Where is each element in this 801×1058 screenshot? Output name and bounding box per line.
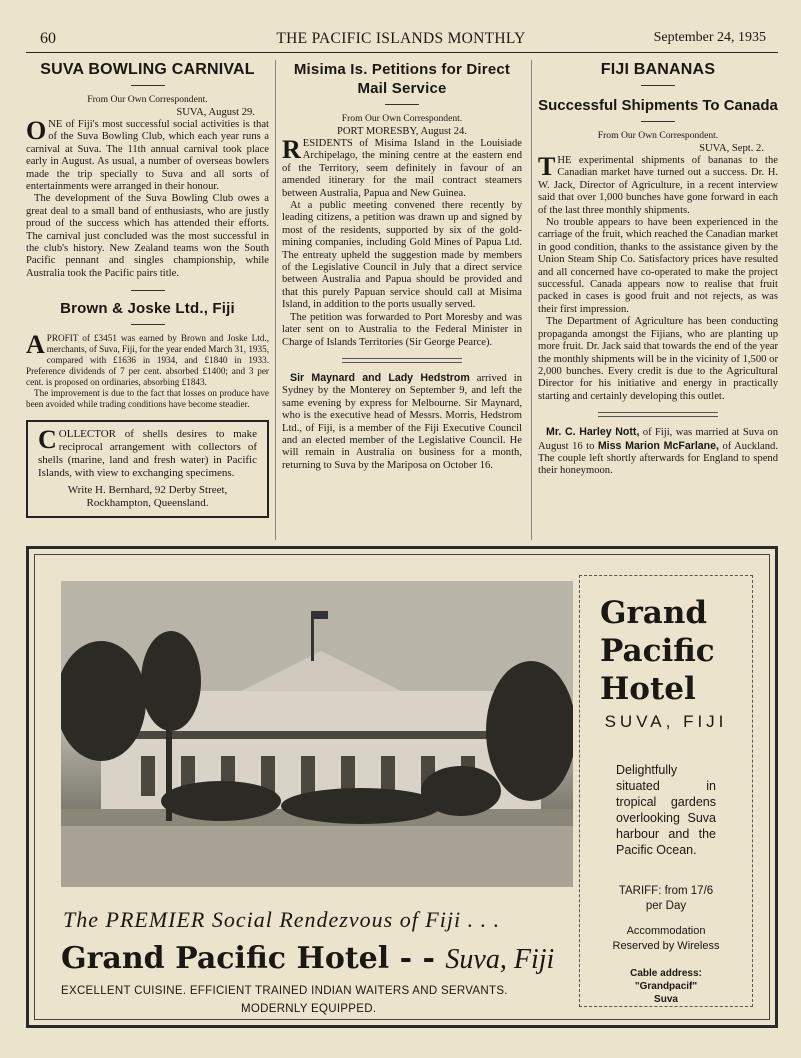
ad-hotel-name: Grand Pacific Hotel - - Suva, Fiji: [61, 941, 555, 976]
dateline: PORT MORESBY, August 24.: [337, 126, 467, 137]
headline-bowling: SUVA BOWLING CARNIVAL: [40, 61, 255, 78]
issue-date: September 24, 1935: [653, 30, 766, 45]
column-3: [538, 60, 778, 478]
drop-cap: C: [38, 425, 57, 455]
hotel-info-panel: [579, 575, 753, 1007]
column-divider: [275, 60, 276, 540]
article-paragraph: The improvement is due to the fact that losses on produce have been avoided while trading conditions have become steadier.: [26, 388, 269, 410]
article-paragraph: At a public meeting convened there recently by leading citizens, a petition was drawn up and signed by most of the residents, supported by six of the gold-mining companies, including Gold Mines of Papua Ltd. The entreaty upheld the suggestion made by members of the Legislative Council in July that a direct service between Australia and Papua should be provided and that this purely Papuan service should call at Misima Island, in addition to the ports usually served.: [282, 200, 522, 311]
article-paragraph: ONE of Fiji's most successful social activities is that of the Suva Bowling Club, which each year runs a carnival at Suva. The 11th annual carnival took place early in August. As usual, a number of overseas bowlers made the trip specially to Suva and all sorts of entertainments were arranged in their honour.: [26, 116, 269, 193]
drop-cap: O: [26, 116, 47, 145]
hotel-photo: [61, 581, 573, 887]
column-2: [282, 60, 522, 472]
article-paragraph: APROFIT of £3451 was earned by Brown and Joske Ltd., merchants, of Suva, Fiji, for the year ended March 31, 1935, compared with £1636 in 1934, and £1840 in 1933. Preference dividends of 7 per cent. absorbed £1400; and 3 per cent. is proposed on ordinaries, absorbing £1843.: [26, 330, 270, 388]
hotel-name-stack: Grand Pacific Hotel: [600, 595, 715, 707]
article-paragraph: The development of the Suva Bowling Club owes a great deal to a small band of enthusiasts, who are justly proud of the success which has attended their efforts. The carnival just concluded was the most successful in the club's history. New Zealand teams won the South Pacific pennant and singles championship, while Australia took the Pacific pairs title.: [26, 193, 269, 279]
header-rule: [26, 52, 778, 53]
column-1: [26, 60, 269, 518]
article-paragraph: The Department of Agriculture has been conducting propaganda amongst the Fijians, who are planting up more fruit. Dr. Jack said that towards the end of the year the monthly shipments will be in the vicinity of 1,500 or 2,000 bunches. Every credit is due to the Agricultural Director for his initiative and energy in practically starting and certainly developing this outlet.: [538, 316, 778, 402]
magazine-title: THE PACIFIC ISLANDS MONTHLY: [276, 30, 526, 47]
separator: [598, 412, 718, 417]
hotel-illustration: [61, 581, 573, 887]
ad-inner-border: [34, 554, 770, 1020]
article-paragraph: THE experimental shipments of bananas to the Canadian market have turned out a success. Dr. H. W. Jack, Director of Agriculture, in a recent interview said that over 1,000 bunches have gone forward in each of the last three monthly shipments.: [538, 152, 778, 216]
page-number: 60: [40, 30, 56, 47]
hotel-location: SUVA, FIJI: [604, 712, 728, 731]
headline-fiji-bananas: FIJI BANANAS: [600, 61, 716, 78]
dateline: SUVA, August 29.: [176, 107, 255, 118]
dateline: SUVA, Sept. 2.: [699, 143, 764, 154]
news-item: Mr. C. Harley Nott, of Fiji, was married at Suva on August 16 to Miss Marion McFarlane, of Auckland. The couple left shortly afterwards for England to spend their honeymoon.: [538, 426, 779, 477]
shell-collector-notice: [26, 420, 269, 518]
byline: From Our Own Correspondent.: [341, 113, 463, 124]
rule: [641, 85, 675, 86]
page-header: [36, 30, 766, 52]
hotel-advertisement: [26, 546, 778, 1028]
rule: [385, 104, 419, 105]
column-divider: [531, 60, 532, 540]
notice-address: Write H. Bernhard, 92 Derby Street, Rockhampton, Queensland.: [67, 484, 228, 510]
headline-misima: Misima Is. Petitions for Direct Mail Service: [293, 61, 511, 97]
cable-address: Cable address: "Grandpacif" Suva: [630, 968, 702, 1005]
hotel-description: Delightfully situated in tropical gardens overlooking Suva harbour and the Pacific Ocean.: [616, 763, 716, 857]
ad-footer-line-2: MODERNLY EQUIPPED.: [241, 1003, 377, 1015]
ad-tagline: The PREMIER Social Rendezvous of Fiji . . .: [63, 907, 501, 932]
notice-body: COLLECTOR of shells desires to make reciprocal arrangement with collectors of shells (marine, land and fresh water) in Pacific Islands, with view to exchanging specimens.: [38, 425, 257, 480]
article-paragraph: The petition was forwarded to Port Moresby and was later sent on to Australia to the Federal Minister in Charge of Islands Territories (Sir George Pearce).: [282, 311, 522, 348]
separator: [342, 358, 462, 363]
headline-brown-joske: Brown & Joske Ltd., Fiji: [60, 300, 235, 318]
accommodation: Accommodation Reserved by Wireless: [612, 925, 720, 952]
rule: [131, 290, 165, 291]
drop-cap: T: [538, 152, 556, 181]
rule: [131, 324, 165, 325]
tariff: TARIFF: from 17/6 per Day: [618, 885, 714, 912]
article-paragraph: RESIDENTS of Misima Island in the Louisiade Archipelago, the mining centre at the eastern end of the Territory, seem definitely in favour of an amended itinerary for the mail contract steamers between Australia, Papua and New Guinea.: [282, 135, 522, 199]
news-item: Sir Maynard and Lady Hedstrom arrived in Sydney by the Monterey on September 9, and left the same evening by express for Melbourne. Sir Maynard, who is the executive head of Messrs. Morris, Hedstrom Ltd., of Fiji, is a member of the Fiji Executive Council and an elected member of the Legislative Council. He will remain in Australia on business for a month, returning to Suva by the Mariposa on October 16.: [282, 371, 522, 471]
ad-footer-line-1: EXCELLENT CUISINE. EFFICIENT TRAINED INDIAN WAITERS AND SERVANTS.: [61, 985, 508, 997]
rule: [131, 85, 165, 86]
byline: From Our Own Correspondent.: [597, 130, 719, 141]
drop-cap: R: [282, 135, 301, 164]
rule: [641, 121, 675, 122]
byline: From Our Own Correspondent.: [87, 94, 208, 105]
article-paragraph: No trouble appears to have been experienced in the carriage of the fruit, which reached the Canadian market in good condition, thanks to the assistance given by the Union Steam Ship Co. Satisfactory prices have resulted and all concerned have co-operated to make the project successful. Canada appears now to realise that fruit packed in cases is good fruit and not rejects, as was their first impression.: [538, 217, 778, 315]
drop-cap: A: [26, 330, 45, 360]
subheadline-canada: Successful Shipments To Canada: [538, 97, 778, 114]
